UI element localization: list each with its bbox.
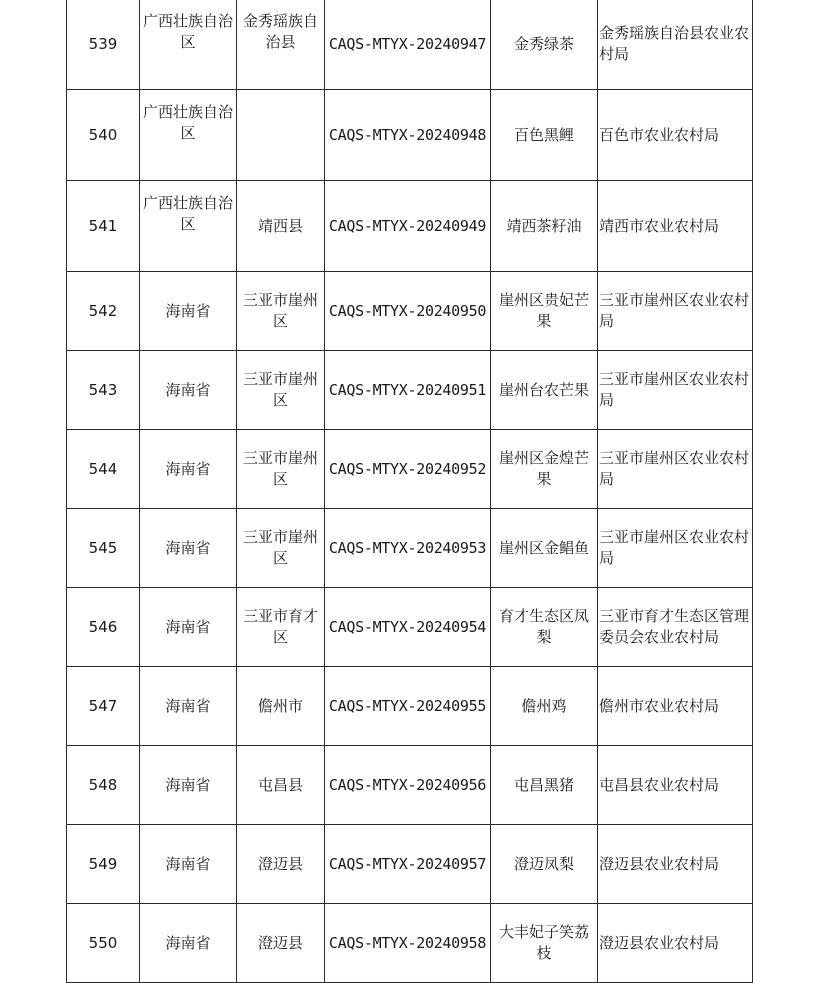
product-name: 金秀绿茶	[491, 0, 598, 90]
product-name: 屯昌黑猪	[491, 746, 598, 825]
certificate-code: CAQS-MTYX-20240949	[325, 181, 491, 272]
responsible-department: 三亚市崖州区农业农村局	[598, 272, 753, 351]
city-cell: 三亚市育才区	[237, 588, 325, 667]
city-cell: 儋州市	[237, 667, 325, 746]
city-cell: 三亚市崖州区	[237, 351, 325, 430]
province-cell: 海南省	[140, 825, 237, 904]
responsible-department: 三亚市育才生态区管理委员会农业农村局	[598, 588, 753, 667]
responsible-department: 儋州市农业农村局	[598, 667, 753, 746]
table-row	[67, 904, 753, 983]
city-cell: 三亚市崖州区	[237, 272, 325, 351]
row-number: 544	[67, 430, 140, 509]
city-cell: 金秀瑶族自治县	[237, 0, 325, 90]
city-cell: 屯昌县	[237, 746, 325, 825]
product-name: 育才生态区凤梨	[491, 588, 598, 667]
responsible-department: 三亚市崖州区农业农村局	[598, 351, 753, 430]
row-number: 550	[67, 904, 140, 983]
province-cell: 广西壮族自治区	[140, 0, 237, 90]
certificate-code: CAQS-MTYX-20240956	[325, 746, 491, 825]
province-cell: 广西壮族自治区	[140, 90, 237, 181]
province-cell: 海南省	[140, 667, 237, 746]
province-cell: 海南省	[140, 430, 237, 509]
table-row	[67, 181, 753, 272]
table-row	[67, 588, 753, 667]
province-cell: 广西壮族自治区	[140, 181, 237, 272]
table-row	[67, 272, 753, 351]
province-cell: 海南省	[140, 588, 237, 667]
row-number: 542	[67, 272, 140, 351]
registry-table	[66, 0, 753, 983]
row-number: 543	[67, 351, 140, 430]
responsible-department: 靖西市农业农村局	[598, 181, 753, 272]
table-row	[67, 509, 753, 588]
table-row	[67, 825, 753, 904]
city-cell: 澄迈县	[237, 904, 325, 983]
product-name: 崖州区金鲳鱼	[491, 509, 598, 588]
table-row	[67, 351, 753, 430]
row-number: 549	[67, 825, 140, 904]
certificate-code: CAQS-MTYX-20240950	[325, 272, 491, 351]
province-cell: 海南省	[140, 904, 237, 983]
product-name: 崖州区金煌芒果	[491, 430, 598, 509]
certificate-code: CAQS-MTYX-20240957	[325, 825, 491, 904]
responsible-department: 三亚市崖州区农业农村局	[598, 509, 753, 588]
row-number: 547	[67, 667, 140, 746]
certificate-code: CAQS-MTYX-20240953	[325, 509, 491, 588]
responsible-department: 澄迈县农业农村局	[598, 904, 753, 983]
row-number: 546	[67, 588, 140, 667]
city-cell: 三亚市崖州区	[237, 430, 325, 509]
table-row	[67, 667, 753, 746]
certificate-code: CAQS-MTYX-20240952	[325, 430, 491, 509]
table-row	[67, 0, 753, 90]
province-cell: 海南省	[140, 509, 237, 588]
responsible-department: 澄迈县农业农村局	[598, 825, 753, 904]
table-row	[67, 430, 753, 509]
table-row	[67, 90, 753, 181]
city-cell: 靖西县	[237, 181, 325, 272]
certificate-code: CAQS-MTYX-20240948	[325, 90, 491, 181]
province-cell: 海南省	[140, 351, 237, 430]
certificate-code: CAQS-MTYX-20240955	[325, 667, 491, 746]
row-number: 541	[67, 181, 140, 272]
province-cell: 海南省	[140, 746, 237, 825]
city-cell	[237, 90, 325, 181]
responsible-department: 三亚市崖州区农业农村局	[598, 430, 753, 509]
responsible-department: 屯昌县农业农村局	[598, 746, 753, 825]
product-name: 百色黑鲤	[491, 90, 598, 181]
product-name: 澄迈凤梨	[491, 825, 598, 904]
row-number: 540	[67, 90, 140, 181]
responsible-department: 百色市农业农村局	[598, 90, 753, 181]
city-cell: 澄迈县	[237, 825, 325, 904]
product-name: 崖州区贵妃芒果	[491, 272, 598, 351]
certificate-code: CAQS-MTYX-20240951	[325, 351, 491, 430]
product-name: 大丰妃子笑荔枝	[491, 904, 598, 983]
certificate-code: CAQS-MTYX-20240954	[325, 588, 491, 667]
certificate-code: CAQS-MTYX-20240958	[325, 904, 491, 983]
responsible-department: 金秀瑶族自治县农业农村局	[598, 0, 753, 90]
province-cell: 海南省	[140, 272, 237, 351]
product-name: 靖西茶籽油	[491, 181, 598, 272]
product-name: 儋州鸡	[491, 667, 598, 746]
table-row	[67, 746, 753, 825]
product-name: 崖州台农芒果	[491, 351, 598, 430]
certificate-code: CAQS-MTYX-20240947	[325, 0, 491, 90]
row-number: 548	[67, 746, 140, 825]
city-cell: 三亚市崖州区	[237, 509, 325, 588]
row-number: 539	[67, 0, 140, 90]
row-number: 545	[67, 509, 140, 588]
